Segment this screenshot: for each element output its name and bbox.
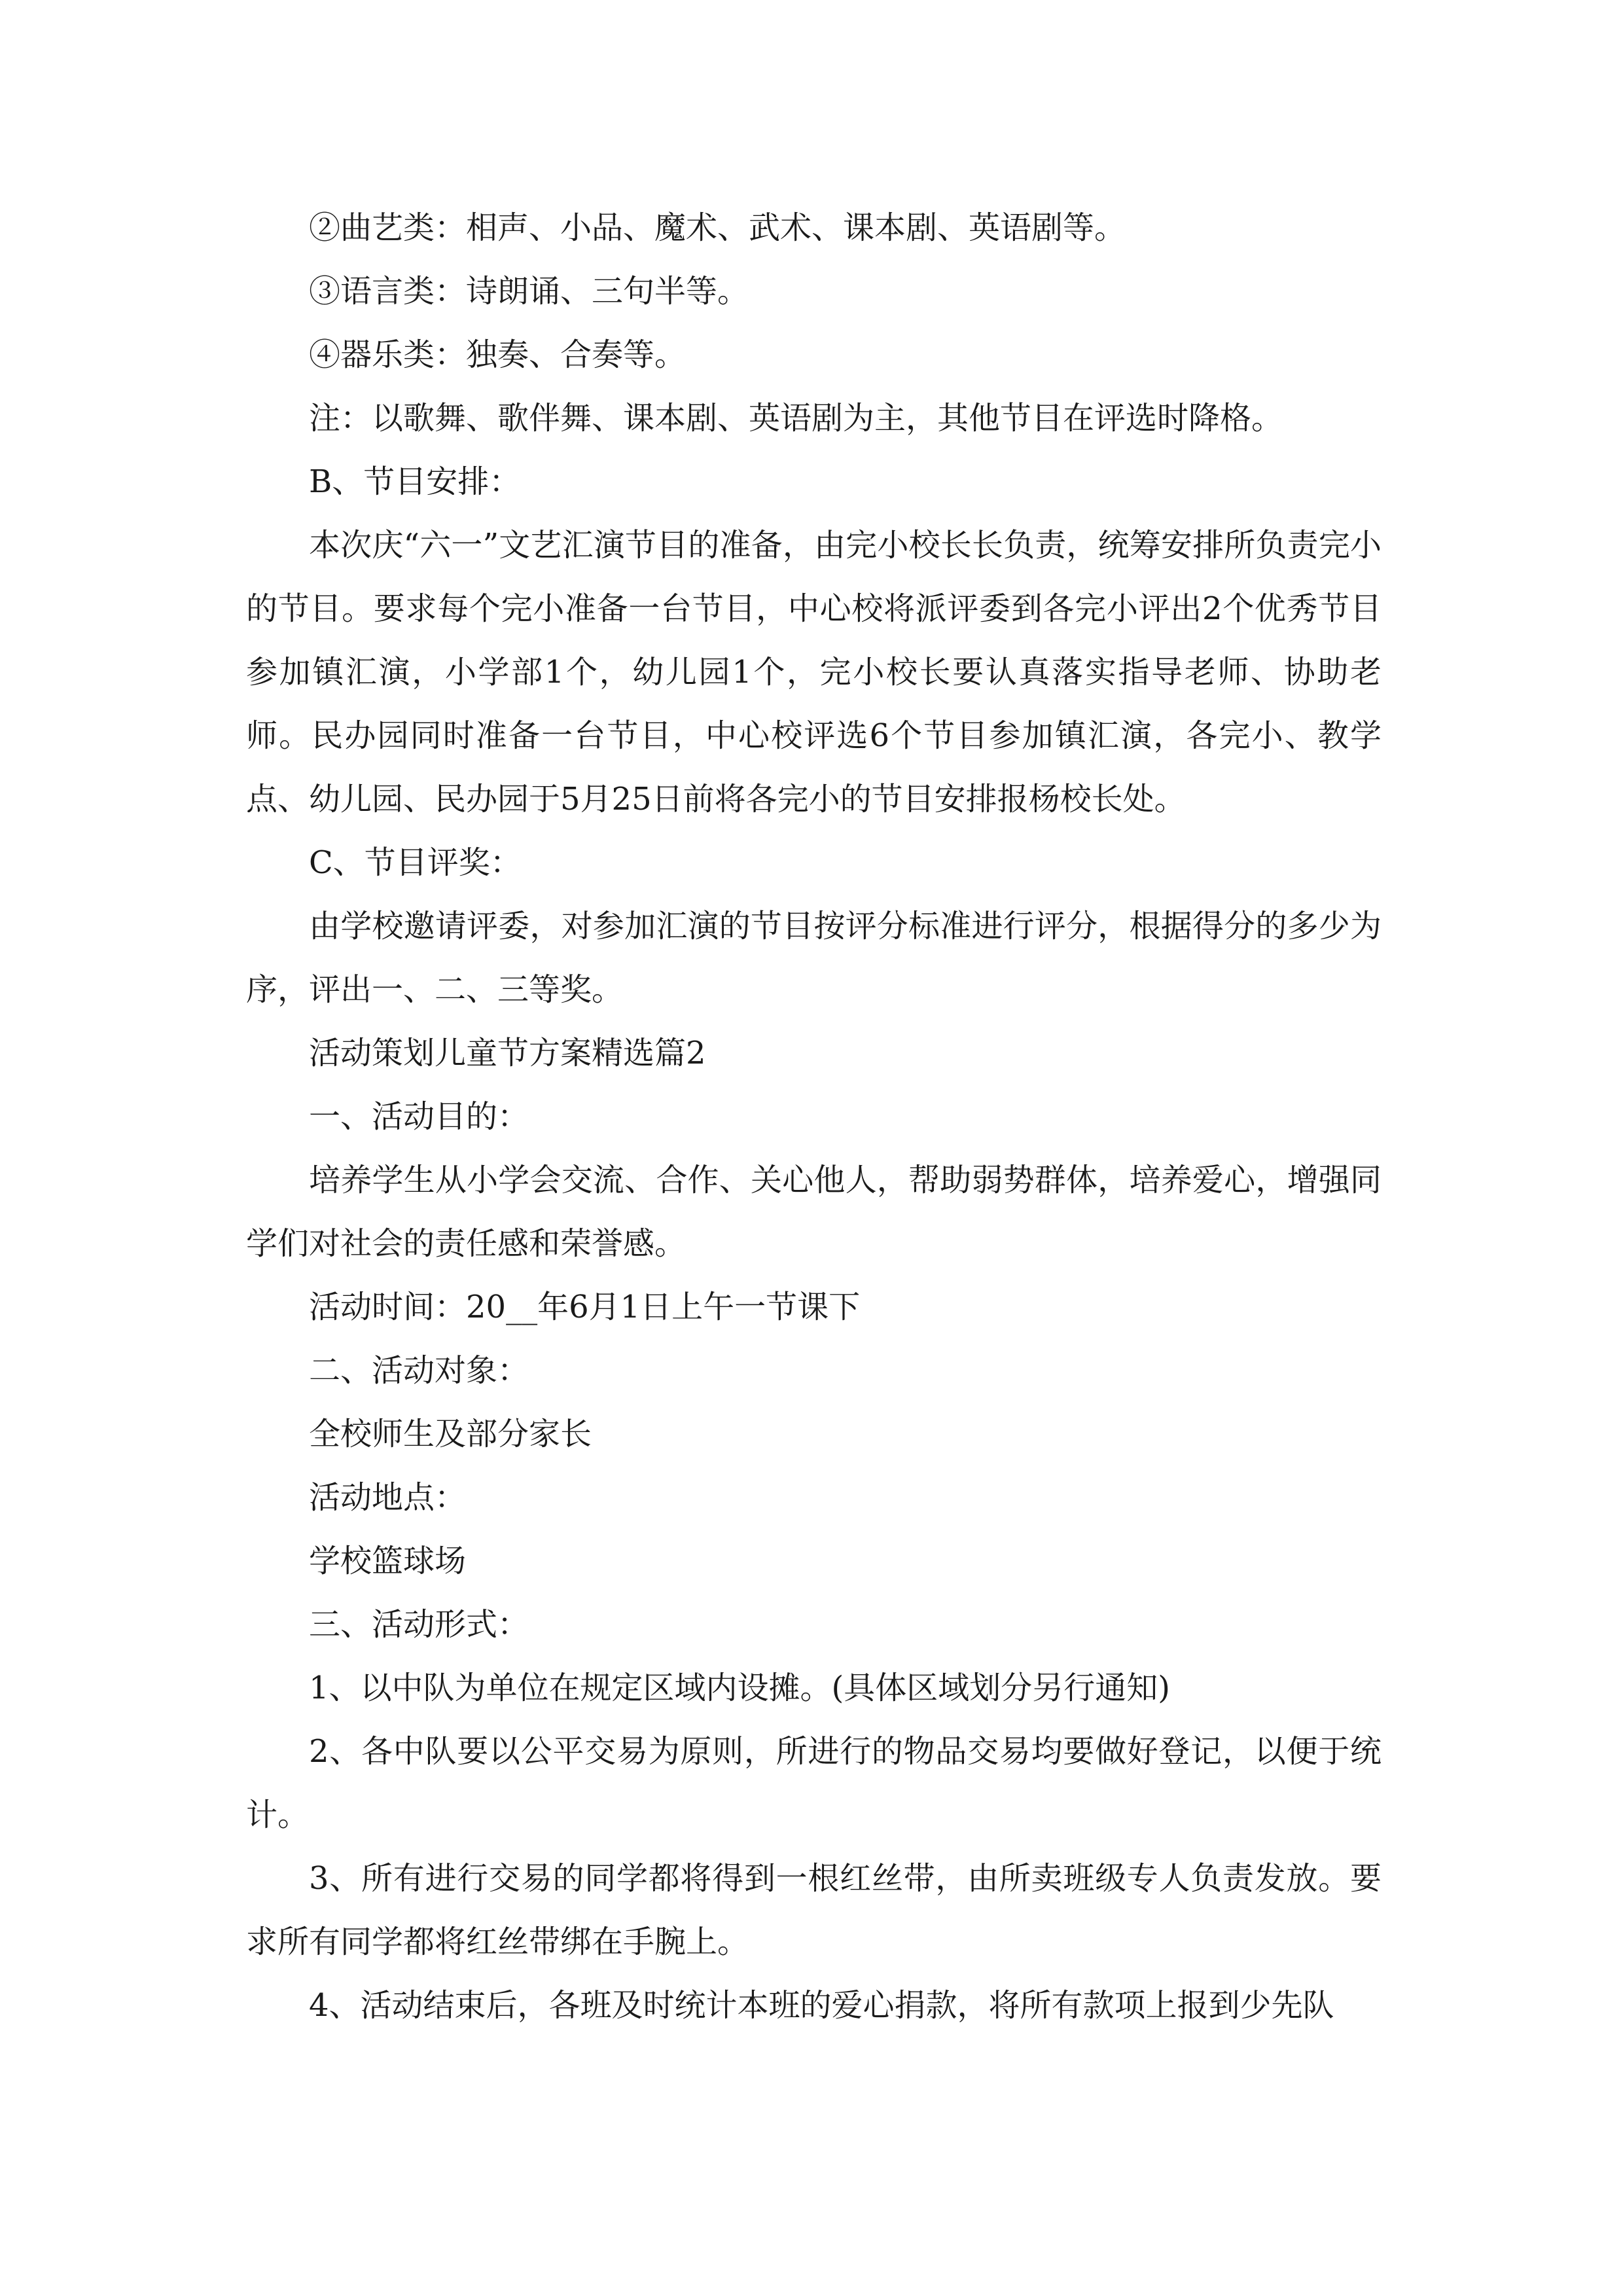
document-body bbox=[246, 196, 1382, 2037]
paragraph-activity-time: 活动时间：20__年6月1日上午一节课下 bbox=[309, 1289, 861, 1325]
paragraph-yuyan: ③语言类：诗朗诵、三句半等。 bbox=[309, 273, 749, 310]
paragraph-purpose-detail: 培养学生从小学会交流、合作、关心他人，帮助弱势群体，培养爱心，增强同学们对社会的责任感和荣誉感。 bbox=[246, 1162, 1382, 1262]
heading-activity-form: 三、活动形式： bbox=[309, 1606, 529, 1643]
heading-program-awards: C、节目评奖： bbox=[309, 844, 522, 881]
heading-activity-purpose: 一、活动目的： bbox=[309, 1098, 529, 1135]
paragraph-qiyue: ④器乐类：独奏、合奏等。 bbox=[309, 336, 687, 373]
list-item-1: 1、以中队为单位在规定区域内设摊。(具体区域划分另行通知) bbox=[309, 1670, 1170, 1706]
heading-activity-location: 活动地点： bbox=[309, 1479, 467, 1516]
paragraph-note: 注：以歌舞、歌伴舞、课本剧、英语剧为主，其他节目在评选时降格。 bbox=[309, 400, 1283, 437]
paragraph-arrangement-detail: 本次庆“六一”文艺汇演节目的准备，由完小校长长负责，统筹安排所负责完小的节目。要求每个完小准备一台节目，中心校将派评委到各完小评出2个优秀节目参加镇汇演，小学部1个，幼儿园1个，完小校长要认真落实指导老师、协助老师。民办园同时准备一台节目，中心校评选6个节目参加镇汇演，各完小、教学点、幼儿园、民办园于5月25日前将各完小的节目安排报杨校长处。 bbox=[246, 527, 1382, 817]
heading-program-arrangement: B、节目安排： bbox=[309, 463, 521, 500]
section-title-plan-2: 活动策划儿童节方案精选篇2 bbox=[309, 1035, 706, 1071]
paragraph-target-detail: 全校师生及部分家长 bbox=[309, 1416, 592, 1452]
heading-activity-target: 二、活动对象： bbox=[309, 1352, 529, 1389]
list-item-2: 2、各中队要以公平交易为原则，所进行的物品交易均要做好登记，以便于统计。 bbox=[246, 1733, 1382, 1833]
paragraph-awards-detail: 由学校邀请评委，对参加汇演的节目按评分标准进行评分，根据得分的多少为序，评出一、二、三等奖。 bbox=[246, 908, 1382, 1008]
list-item-4: 4、活动结束后，各班及时统计本班的爱心捐款，将所有款项上报到少先队 bbox=[309, 1987, 1334, 2024]
paragraph-location-detail: 学校篮球场 bbox=[309, 1543, 467, 1579]
list-item-3: 3、所有进行交易的同学都将得到一根红丝带，由所卖班级专人负责发放。要求所有同学都将红丝带绑在手腕上。 bbox=[246, 1860, 1382, 1960]
paragraph-quyi: ②曲艺类：相声、小品、魔术、武术、课本剧、英语剧等。 bbox=[309, 209, 1126, 246]
